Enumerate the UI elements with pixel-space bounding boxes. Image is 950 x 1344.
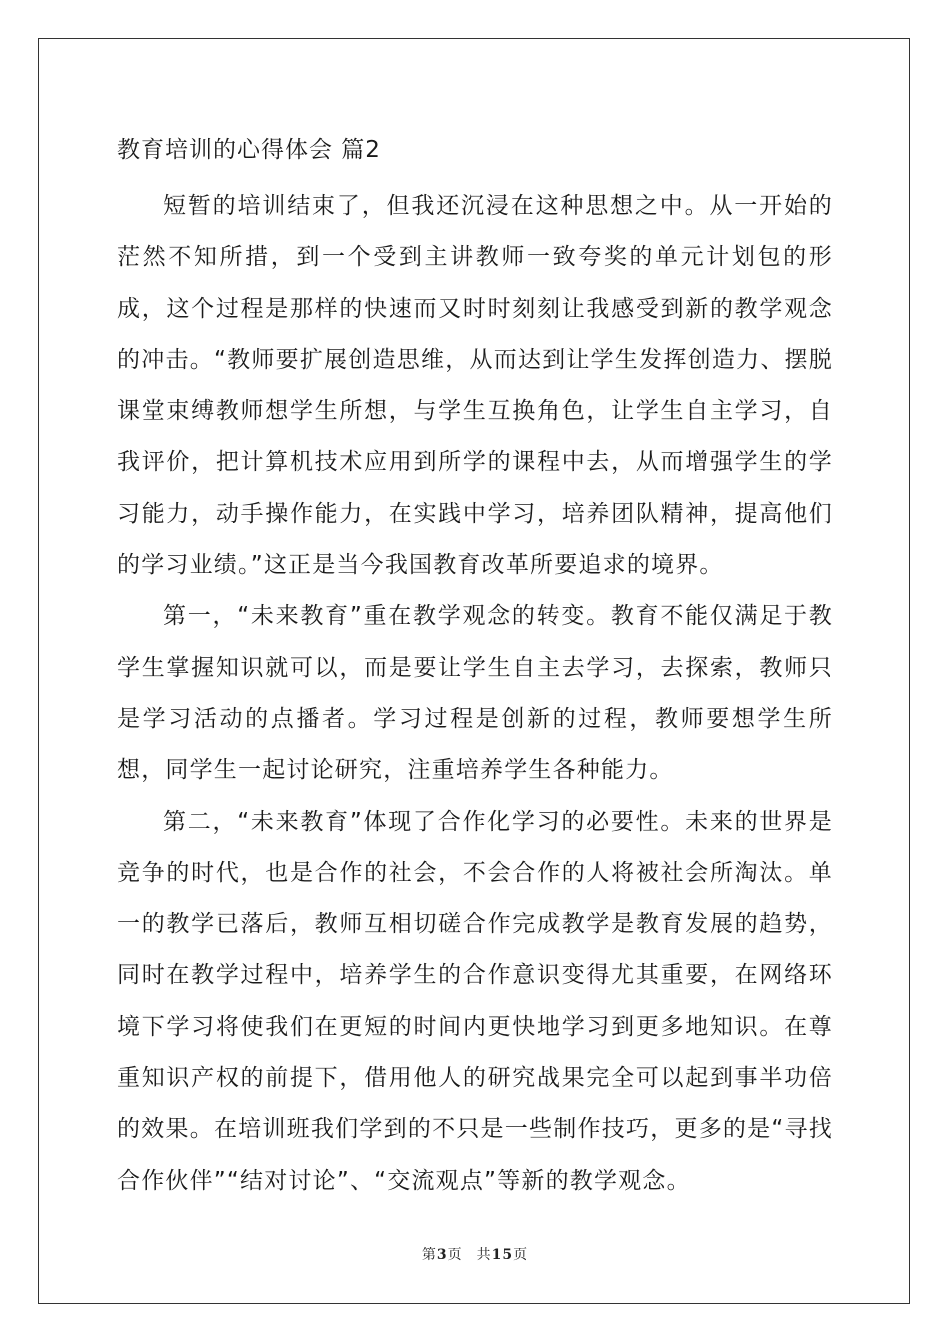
document-body — [117, 128, 833, 1207]
page-footer — [0, 1244, 950, 1264]
page-total-suffix: 页 — [513, 1247, 529, 1263]
page-number-current: 3 — [436, 1247, 448, 1263]
page-number-prefix: 第 — [421, 1247, 437, 1263]
paragraph-intro: 短暂的培训结束了，但我还沉浸在这种思想之中。从一开始的茫然不知所措，到一个受到主讲教师一致夸奖的单元计划包的形成，这个过程是那样的快速而又时时刻刻让我感受到新的教学观念的冲击。“教师要扩展创造思维，从而达到让学生发挥创造力、摆脱课堂束缚教师想学生所想，与学生互换角色，让学生自主学习，自我评价，把计算机技术应用到所学的课程中去，从而增强学生的学习能力，动手操作能力，在实践中学习，培养团队精神，提高他们的学习业绩。”这正是当今我国教育改革所要追求的境界。 — [117, 193, 833, 579]
page-total-prefix: 共 — [476, 1247, 492, 1263]
page-number-suffix: 页 — [447, 1247, 463, 1263]
paragraph-second-point: 第二，“未来教育”体现了合作化学习的必要性。未来的世界是竞争的时代，也是合作的社会，不会合作的人将被社会所淘汰。单一的教学已落后，教师互相切磋合作完成教学是教育发展的趋势，同时在教学过程中，培养学生的合作意识变得尤其重要，在网络环境下学习将使我们在更短的时间内更快地学习到更多地知识。在尊重知识产权的前提下，借用他人的研究战果完全可以起到事半功倍的效果。在培训班我们学到的不只是一些制作技巧，更多的是“寻找合作伙伴”“结对讨论”、“交流观点”等新的教学观念。 — [117, 808, 833, 1194]
paragraph-first-point: 第一，“未来教育”重在教学观念的转变。教育不能仅满足于教学生掌握知识就可以，而是要让学生自主去学习，去探索，教师只是学习活动的点播者。学习过程是创新的过程，教师要想学生所想，同学生一起讨论研究，注重培养学生各种能力。 — [117, 603, 833, 784]
document-title: 教育培训的心得体会 篇2 — [117, 137, 381, 163]
page-number-total: 15 — [491, 1247, 514, 1263]
